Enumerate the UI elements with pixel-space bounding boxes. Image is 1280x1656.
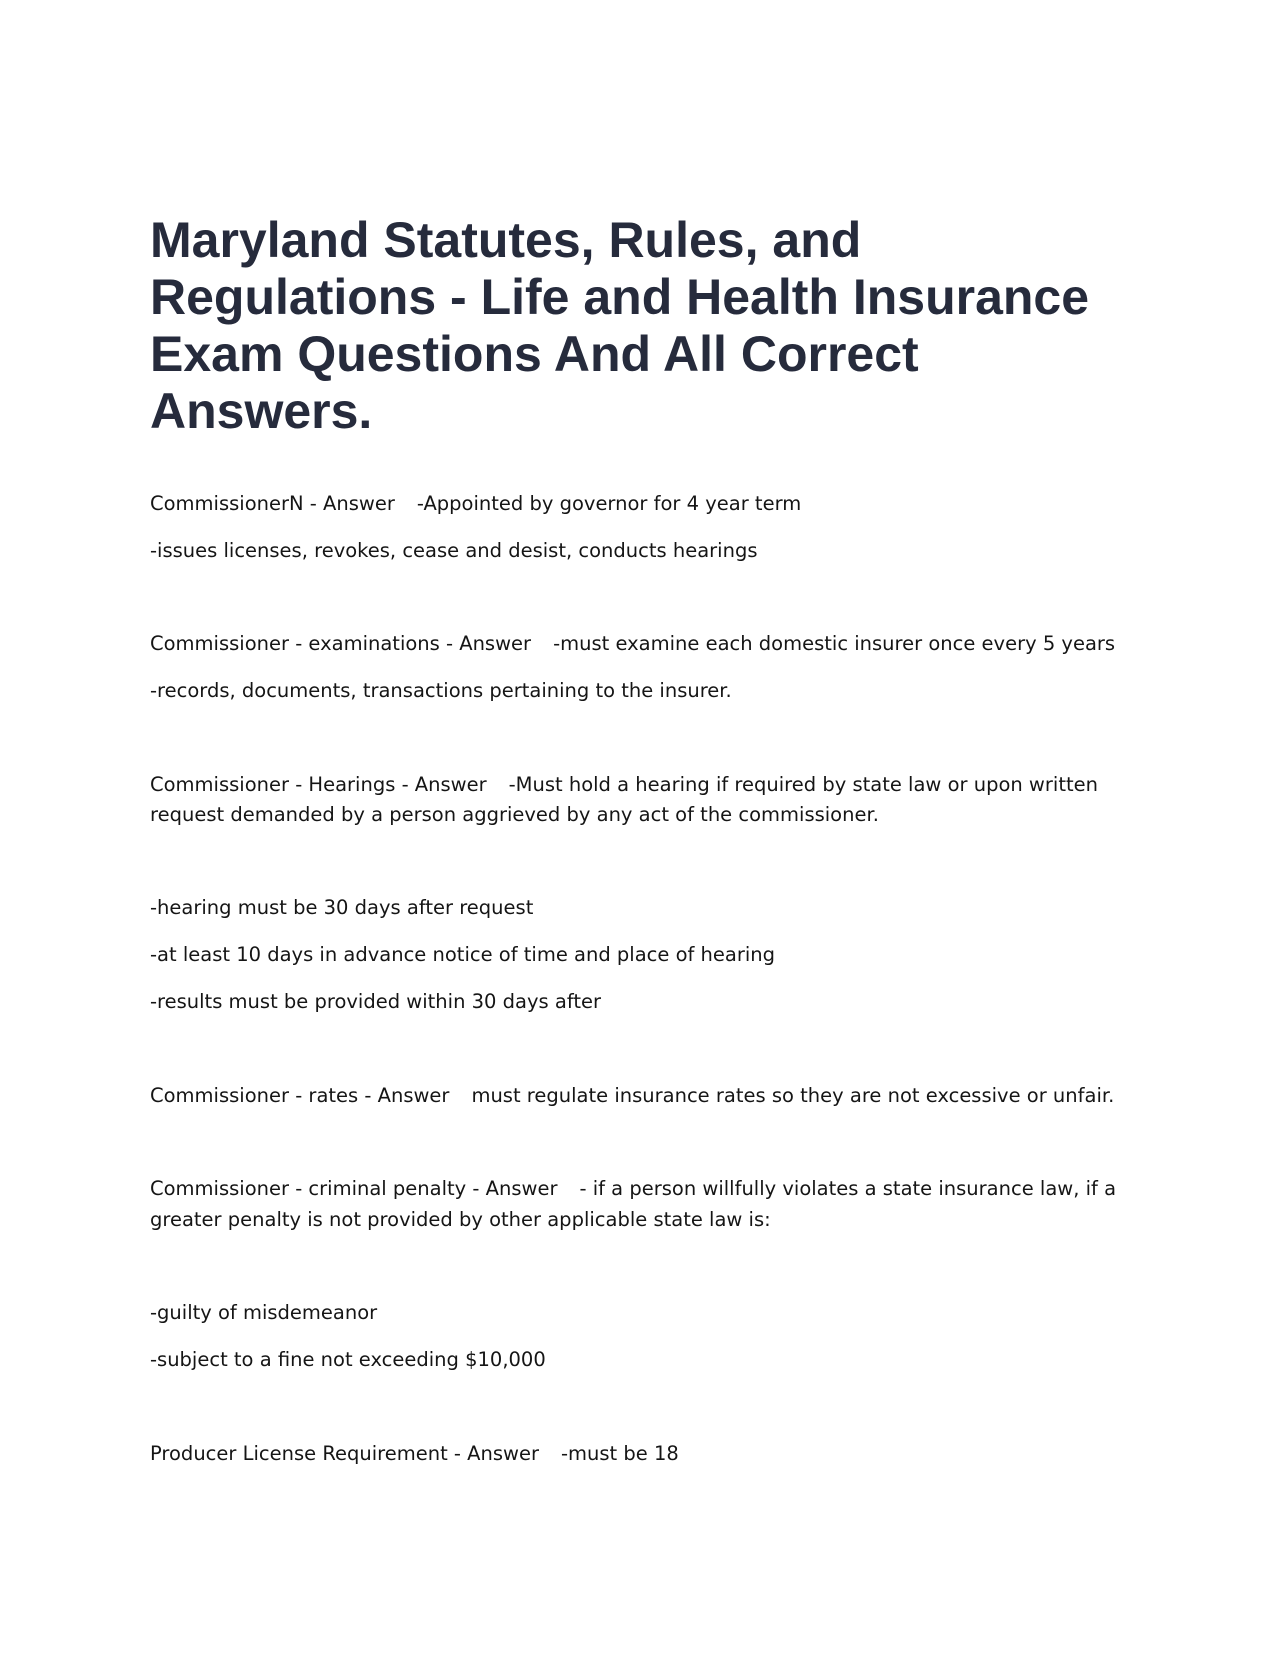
- text-line: -hearing must be 30 days after request: [150, 896, 534, 919]
- text-line: -issues licenses, revokes, cease and desist, conducts hearings: [150, 539, 758, 562]
- qa-line: [150, 1081, 1114, 1111]
- answer-text: -must be 18: [560, 1442, 679, 1465]
- qa-line: [150, 1174, 1116, 1204]
- text-line: -results must be provided within 30 days after: [150, 990, 602, 1013]
- text-line: -subject to a fine not exceeding $10,000: [150, 1348, 546, 1371]
- text-line: -at least 10 days in advance notice of time and place of hearing: [150, 943, 776, 966]
- qa-line: [150, 629, 1115, 659]
- question-label: Producer License Requirement - Answer: [150, 1442, 539, 1465]
- answer-text: -must examine each domestic insurer once every 5 years: [553, 632, 1116, 655]
- qa-line: [150, 489, 801, 519]
- text-line: -records, documents, transactions pertaining to the insurer.: [150, 679, 732, 702]
- answer-text: must regulate insurance rates so they are not excessive or unfair.: [471, 1084, 1115, 1107]
- text-line: request demanded by a person aggrieved by any act of the commissioner.: [150, 803, 879, 826]
- document-title: Maryland Statutes, Rules, and Regulations - Life and Health Insurance Exam Questions And All Correct Answers.: [150, 212, 1090, 439]
- question-label: Commissioner - examinations - Answer: [150, 632, 532, 655]
- question-label: CommissionerN - Answer: [150, 492, 395, 515]
- answer-text: - if a person willfully violates a state insurance law, if a: [579, 1177, 1117, 1200]
- answer-text: -Appointed by governor for 4 year term: [416, 492, 802, 515]
- qa-line: [150, 770, 1098, 800]
- question-label: Commissioner - criminal penalty - Answer: [150, 1177, 558, 1200]
- question-label: Commissioner - Hearings - Answer: [150, 773, 487, 796]
- answer-text: -Must hold a hearing if required by state law or upon written: [508, 773, 1098, 796]
- qa-line: [150, 1439, 679, 1469]
- text-line: greater penalty is not provided by other applicable state law is:: [150, 1208, 771, 1231]
- question-label: Commissioner - rates - Answer: [150, 1084, 450, 1107]
- text-line: -guilty of misdemeanor: [150, 1301, 378, 1324]
